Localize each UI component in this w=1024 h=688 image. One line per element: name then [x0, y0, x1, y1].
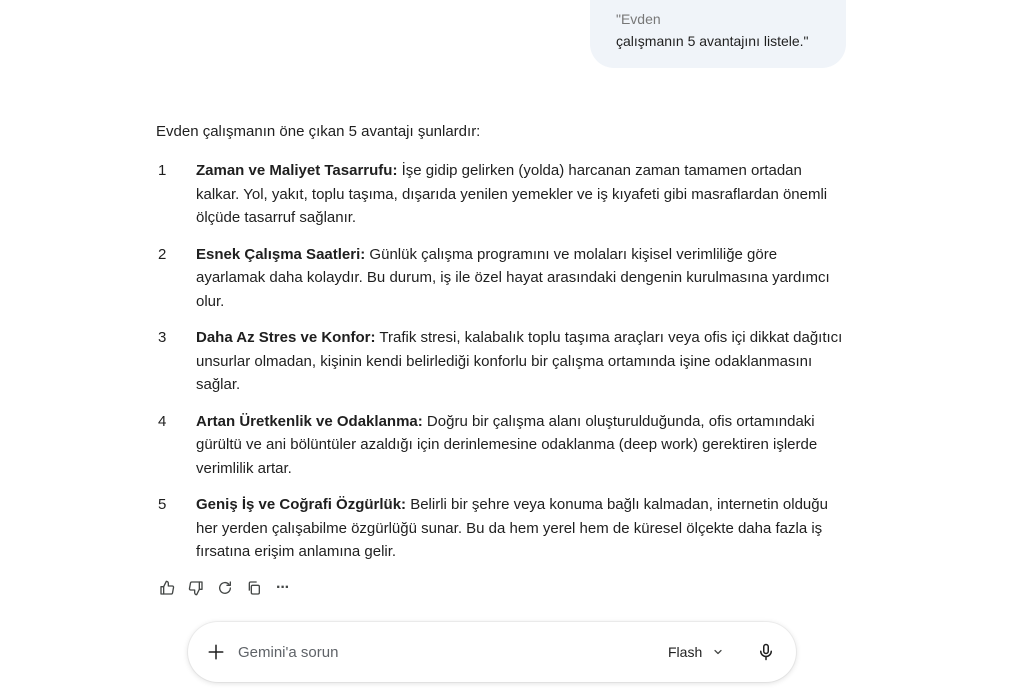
list-item-text: Trafik stresi, kalabalık toplu taşıma araçları veya ofis içi dikkat dağıtıcı unsurlar olmadan, kişinin kendi belirlediği konforlu bir çalışma ortamında işine odaklanmasını sağlar. [196, 329, 843, 393]
prompt-bar [188, 622, 796, 682]
list-item [156, 159, 846, 230]
list-item-title: Esnek Çalışma Saatleri: [196, 245, 366, 263]
microphone-icon [757, 643, 775, 661]
copy-button[interactable] [239, 576, 268, 600]
list-item [156, 326, 846, 397]
user-message-line-1: "Evden [616, 11, 661, 27]
model-response [156, 121, 846, 577]
more-options-button[interactable] [268, 576, 297, 600]
model-label: Flash [668, 644, 703, 660]
regenerate-button[interactable] [210, 576, 239, 600]
response-actions [152, 576, 297, 600]
list-item-number: 2 [158, 245, 167, 263]
list-item-number: 3 [158, 329, 167, 346]
chevron-down-icon [712, 646, 724, 658]
plus-icon [207, 643, 225, 661]
add-attachment-button[interactable] [204, 640, 228, 664]
regenerate-icon [217, 580, 233, 596]
list-item-text: Günlük çalışma programını ve molaları kişisel verimliliğe göre ayarlamak daha kolaydır. Bu durum, iş ile özel hayat arasındaki dengenin kurulmasına yardımcı olur. [196, 245, 830, 310]
list-item [156, 493, 846, 564]
user-message-bubble [590, 0, 846, 68]
list-item-text: Doğru bir çalışma alanı oluşturulduğunda, ofis ortamındaki gürültü ve ani bölüntüler azaldığı için derinlemesine odaklanma (deep work) gerektiren işlerde verimlilik artar. [196, 412, 818, 477]
list-item [156, 243, 846, 314]
thumbs-up-icon [159, 580, 175, 596]
list-item-text: İşe gidip gelirken (yolda) harcanan zaman tamamen ortadan kalkar. Yol, yakıt, toplu taşıma, dışarıda yenilen yemekler ve iş kıyafeti gibi masraflardan önemli ölçüde tasarruf sağlanır. [196, 162, 828, 226]
list-item-text: Belirli bir şehre veya konuma bağlı kalmadan, internetin olduğu her yerden çalışabilme özgürlüğü sunar. Bu da hem yerel hem de küresel ölçekte daha fazla iş fırsatına erişim anlamına gelir. [196, 496, 828, 560]
prompt-input[interactable] [238, 641, 618, 663]
model-selector[interactable] [668, 640, 724, 664]
thumbs-down-button[interactable] [181, 576, 210, 600]
microphone-button[interactable] [754, 640, 778, 664]
more-icon: ··· [276, 579, 289, 596]
list-item [156, 410, 846, 481]
copy-icon [246, 580, 262, 596]
list-item-title: Daha Az Stres ve Konfor: [196, 329, 376, 346]
list-item-number: 1 [158, 162, 167, 179]
list-item-title: Geniş İş ve Coğrafi Özgürlük: [196, 496, 407, 513]
thumbs-up-button[interactable] [152, 576, 181, 600]
list-item-title: Artan Üretkenlik ve Odaklanma: [196, 412, 423, 430]
response-intro: Evden çalışmanın öne çıkan 5 avantajı şunlardır: [156, 123, 481, 140]
list-item-number: 5 [158, 496, 167, 513]
advantages-list [156, 159, 846, 564]
thumbs-down-icon [188, 580, 204, 596]
list-item-title: Zaman ve Maliyet Tasarrufu: [196, 162, 398, 179]
list-item-number: 4 [158, 412, 167, 430]
user-message-line-2: çalışmanın 5 avantajını listele." [616, 33, 809, 49]
